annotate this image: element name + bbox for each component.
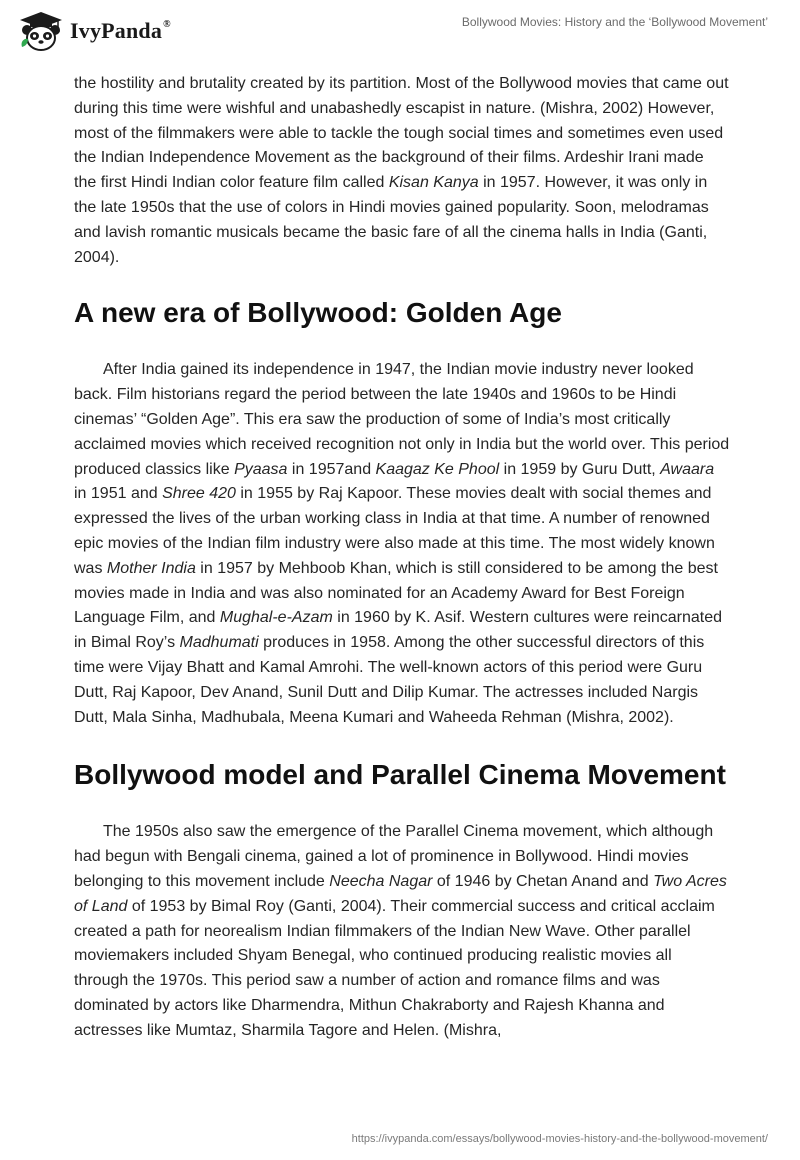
ivypanda-logo[interactable] [18,11,171,51]
section-heading-parallel-cinema: Bollywood model and Parallel Cinema Movement [74,759,726,791]
brand-name: IvyPanda® [70,18,171,43]
film-title: Mughal-e-Azam [219,609,333,627]
film-title: Neecha Nagar [329,872,433,890]
page-header [0,0,800,64]
film-title: Madhumati [179,634,259,652]
film-title: Awaara [660,460,715,478]
film-title: Kisan Kanya [388,174,479,192]
film-title: Pyaasa [234,460,288,478]
paragraph-golden-age: After India gained its independence in 1947, the Indian movie industry never looked back. Film historians regard the period between the late 1940s and 1960s to be Hindi cinemas’ “Golden Age”. This era saw the production of some of India’s most critically acclaimed movies which received recognition not only in India but the world over. This period produced classics like Pyaasa in 1957and Kaagaz Ke Phool in 1959 by Guru Dutt, Awaara in 1951 and Shree 420 in 1955 by Raj Kapoor. These movies dealt with social themes and expressed the lives of the urban working class in India at that time. A number of renowned epic movies of the Indian film industry were also made at this time. The most widely known was Mother India in 1957 by Mehboob Khan, which is still considered to be among the best movies made in India and was also nominated for an Academy Award for Best Foreign Language Film, and Mughal-e-Azam in 1960 by K. Asif. Western cultures were reincarnated in Bimal Roy’s Madhumati produces in 1958. Among the other successful directors of this time were Vijay Bhatt and Kamal Amrohi. The well-known actors of this period were Guru Dutt, Raj Kapoor, Dev Anand, Sunil Dutt and Dilip Kumar. The actresses included Nargis Dutt, Mala Sinha, Madhubala, Meena Kumari and Waheeda Rehman (Mishra, 2002). [74,361,730,726]
film-title: Two Acres of Land [74,872,727,915]
source-url[interactable]: https://ivypanda.com/essays/bollywood-movies-history-and-the-bollywood-movement/ [351,1133,768,1145]
article-body [74,72,730,1044]
paragraph-intro: the hostility and brutality created by its partition. Most of the Bollywood movies that came out during this time were wishful and unabashedly escapist in nature. (Mishra, 2002) However, most of the filmmakers were able to tackle the tough social times and sometimes even used the Indian Independence Movement as the background of their films. Ardeshir Irani made the first Hindi Indian color feature film called Kisan Kanya in 1957. However, it was only in the late 1950s that the use of colors in Hindi movies gained popularity. Soon, melodramas and lavish romantic musicals became the basic fare of all the cinema halls in India (Ganti, 2004). [74,75,729,266]
paragraph-parallel-cinema: The 1950s also saw the emergence of the Parallel Cinema movement, which although had begun with Bengali cinema, gained a lot of prominence in Bollywood. Hindi movies belonging to this movement include Neecha Nagar of 1946 by Chetan Anand and Two Acres of Land of 1953 by Bimal Roy (Ganti, 2004). Their commercial success and critical acclaim created a path for neorealism Indian filmmakers of the Indian New Wave. Other parallel moviemakers included Shyam Benegal, who continued producing realistic movies all through the 1970s. This period saw a number of action and romance films and was dominated by actors like Dharmendra, Mithun Chakraborty and Rajesh Khanna and actresses like Mumtaz, Sharmila Tagore and Helen. (Mishra, [74,823,727,1039]
film-title: Kaagaz Ke Phool [375,460,500,478]
film-title: Shree 420 [162,485,236,503]
section-heading-golden-age: A new era of Bollywood: Golden Age [74,297,562,329]
document-title: Bollywood Movies: History and the ‘Bollywood Movement’ [461,15,768,29]
panda-graduate-icon [18,11,64,51]
film-title: Mother India [106,559,196,577]
